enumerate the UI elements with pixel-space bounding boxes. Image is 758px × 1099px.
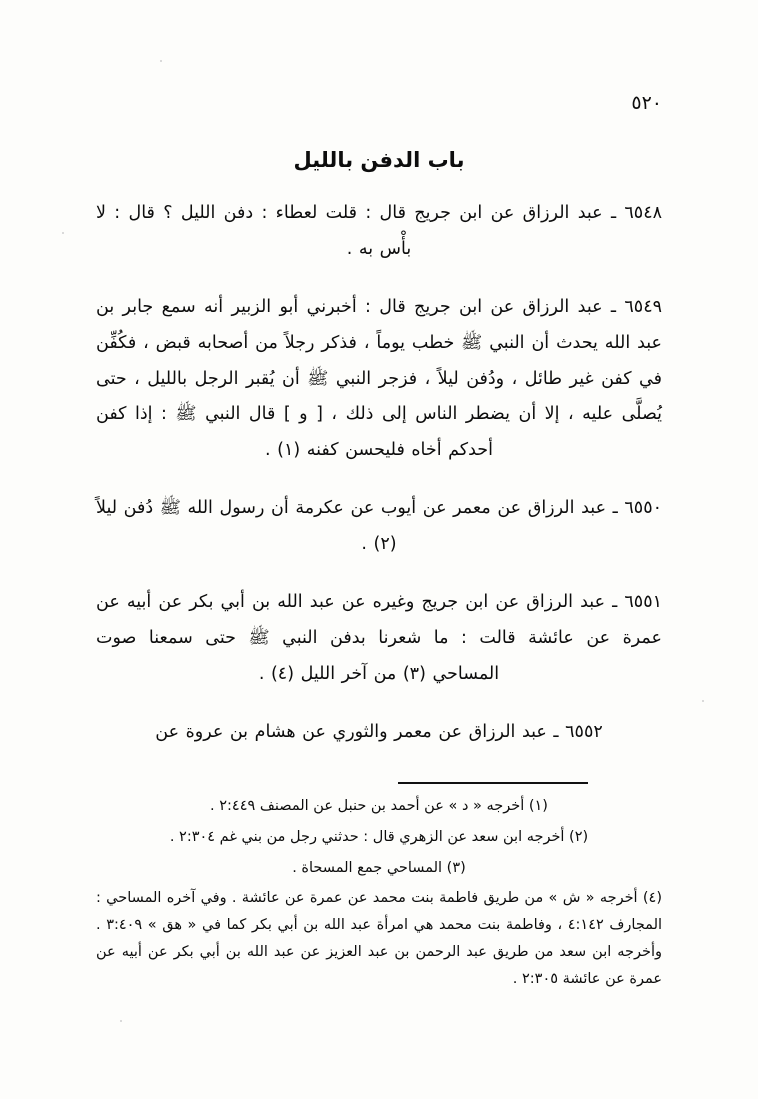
body-text-column — [96, 196, 662, 772]
hadith-paragraph: ٦٥٥٠ ـ عبد الرزاق عن معمر عن أيوب عن عكرمة أن رسول الله ﷺ دُفن ليلاً (٢) . — [96, 498, 662, 554]
footnote-item: (١) أخرجه « د » عن أحمد بن حنبل عن المصنف ٢:٤٤٩ . — [210, 798, 548, 814]
footnote-item: (٢) أخرجه ابن سعد عن الزهري قال : حدثني رجل من بني غم ٢:٣٠٤ . — [169, 828, 589, 845]
footnote-item: (٤) أخرجه « ش » من طريق فاطمة بنت محمد عن عمرة عن عائشة . وفي آخره المساحي : المجارف ٤:١٤٢ ، وفاطمة بنت محمد هي امرأة عبد الله بن أبي بكر كما في « هق » ٣:٤٠٩ . وأخرجه ابن سعد من طريق عبد الرحمن بن عبد العزيز عن عبد الله بن أبي بكر عن أبيه عن عمرة عن عائشة ٢:٣٠٥ . — [96, 890, 663, 987]
scan-speck — [160, 60, 162, 62]
scan-speck — [62, 232, 64, 234]
scan-speck — [702, 700, 704, 702]
hadith-paragraph: ٦٥٥١ ـ عبد الرزاق عن ابن جريج وغيره عن عبد الله بن أبي بكر عن أبيه عن عمرة عن عائشة قالت : ما شعرنا بدفن النبي ﷺ حتى سمعنا صوت المساحي (٣) من آخر الليل (٤) . — [96, 591, 662, 684]
footnote-separator-rule — [398, 782, 588, 784]
footnote-item: (٣) المساحي جمع المسحاة . — [292, 859, 466, 876]
scan-speck — [120, 1020, 122, 1022]
chapter-title: باب الدفن بالليل — [293, 148, 465, 172]
footnotes-section — [96, 793, 662, 997]
page-number: ٥٢٠ — [631, 92, 662, 114]
hadith-paragraph: ٦٥٤٩ ـ عبد الرزاق عن ابن جريج قال : أخبرني أبو الزبير أنه سمع جابر بن عبد الله يحدث أن النبي ﷺ خطب يوماً ، فذكر رجلاً من أصحابه قبض ، فكُفِّن في كفن غير طائل ، ودُفن ليلاً ، فزجر النبي ﷺ أن يُقبر الرجل بالليل ، حتى يُصلَّى عليه ، إلا أن يضطر الناس إلى ذلك ، [ و ] قال النبي ﷺ : إذا كفن أحدكم أخاه فليحسن كفنه (١) . — [96, 296, 662, 461]
hadith-paragraph: ٦٥٤٨ ـ عبد الرزاق عن ابن جريج قال : قلت لعطاء : دفن الليل ؟ قال : لا بأْس به . — [96, 203, 662, 259]
hadith-paragraph: ٦٥٥٢ ـ عبد الرزاق عن معمر والثوري عن هشام بن عروة عن — [155, 721, 603, 742]
